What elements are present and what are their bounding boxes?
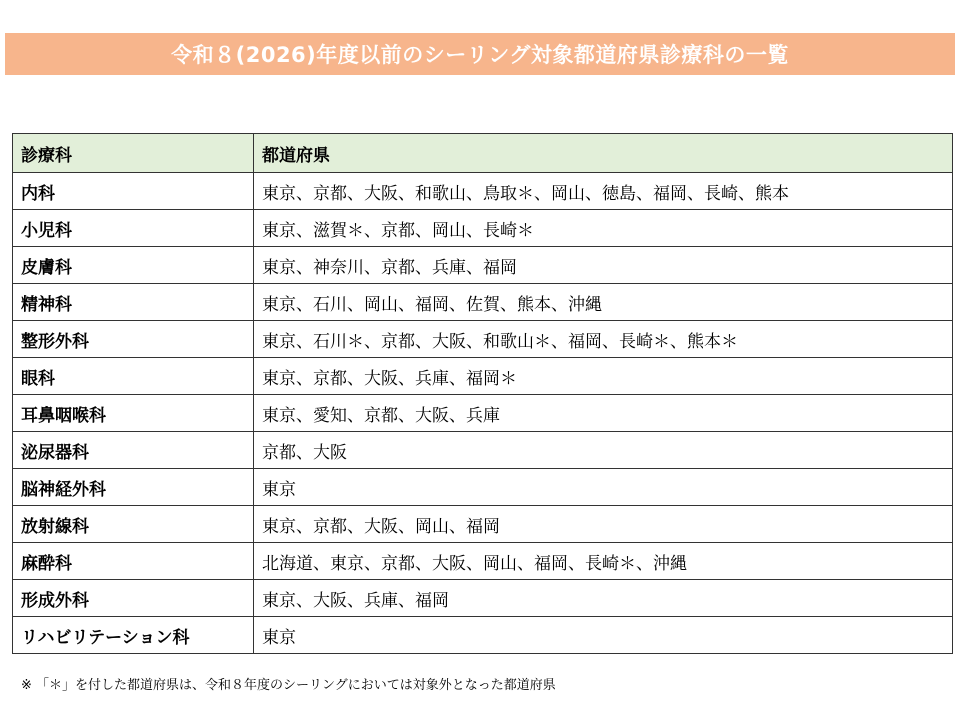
department-cell: 皮膚科 xyxy=(13,247,254,284)
department-cell: 形成外科 xyxy=(13,580,254,617)
table-row xyxy=(13,284,953,321)
table-row xyxy=(13,173,953,210)
table-row xyxy=(13,506,953,543)
department-cell: 放射線科 xyxy=(13,506,254,543)
prefectures-cell: 東京、滋賀＊、京都、岡山、長崎＊ xyxy=(254,210,953,247)
ceiling-table xyxy=(12,133,953,654)
table-row xyxy=(13,247,953,284)
department-cell: 小児科 xyxy=(13,210,254,247)
prefectures-cell: 東京、京都、大阪、和歌山、鳥取＊、岡山、徳島、福岡、長崎、熊本 xyxy=(254,173,953,210)
department-cell: 泌尿器科 xyxy=(13,432,254,469)
department-cell: 眼科 xyxy=(13,358,254,395)
table-row xyxy=(13,617,953,654)
department-cell: 内科 xyxy=(13,173,254,210)
department-cell: 麻酔科 xyxy=(13,543,254,580)
table-header-row xyxy=(13,134,953,173)
title-banner xyxy=(5,33,955,75)
department-cell: 耳鼻咽喉科 xyxy=(13,395,254,432)
table-row xyxy=(13,580,953,617)
table-row xyxy=(13,395,953,432)
prefectures-cell: 東京、愛知、京都、大阪、兵庫 xyxy=(254,395,953,432)
prefectures-cell: 東京 xyxy=(254,469,953,506)
prefectures-cell: 東京、京都、大阪、兵庫、福岡＊ xyxy=(254,358,953,395)
department-cell: 整形外科 xyxy=(13,321,254,358)
prefectures-cell: 北海道、東京、京都、大阪、岡山、福岡、長崎＊、沖縄 xyxy=(254,543,953,580)
prefectures-cell: 東京、神奈川、京都、兵庫、福岡 xyxy=(254,247,953,284)
prefectures-cell: 東京、大阪、兵庫、福岡 xyxy=(254,580,953,617)
table-row xyxy=(13,543,953,580)
column-header-department: 診療科 xyxy=(13,134,254,173)
department-cell: 精神科 xyxy=(13,284,254,321)
column-header-prefectures: 都道府県 xyxy=(254,134,953,173)
prefectures-cell: 東京、京都、大阪、岡山、福岡 xyxy=(254,506,953,543)
prefectures-cell: 東京、石川、岡山、福岡、佐賀、熊本、沖縄 xyxy=(254,284,953,321)
table-body xyxy=(13,173,953,654)
table-row xyxy=(13,210,953,247)
prefectures-cell: 東京、石川＊、京都、大阪、和歌山＊、福岡、長崎＊、熊本＊ xyxy=(254,321,953,358)
page-title: 令和８(2026)年度以前のシーリング対象都道府県診療科の一覧 xyxy=(171,43,789,67)
department-cell: 脳神経外科 xyxy=(13,469,254,506)
table-row xyxy=(13,469,953,506)
table-row xyxy=(13,321,953,358)
prefectures-cell: 東京 xyxy=(254,617,953,654)
department-cell: リハビリテーション科 xyxy=(13,617,254,654)
table-row xyxy=(13,358,953,395)
table-row xyxy=(13,432,953,469)
footnote: ※ 「＊」を付した都道府県は、令和８年度のシーリングにおいては対象外となった都道府県 xyxy=(21,678,556,693)
prefectures-cell: 京都、大阪 xyxy=(254,432,953,469)
